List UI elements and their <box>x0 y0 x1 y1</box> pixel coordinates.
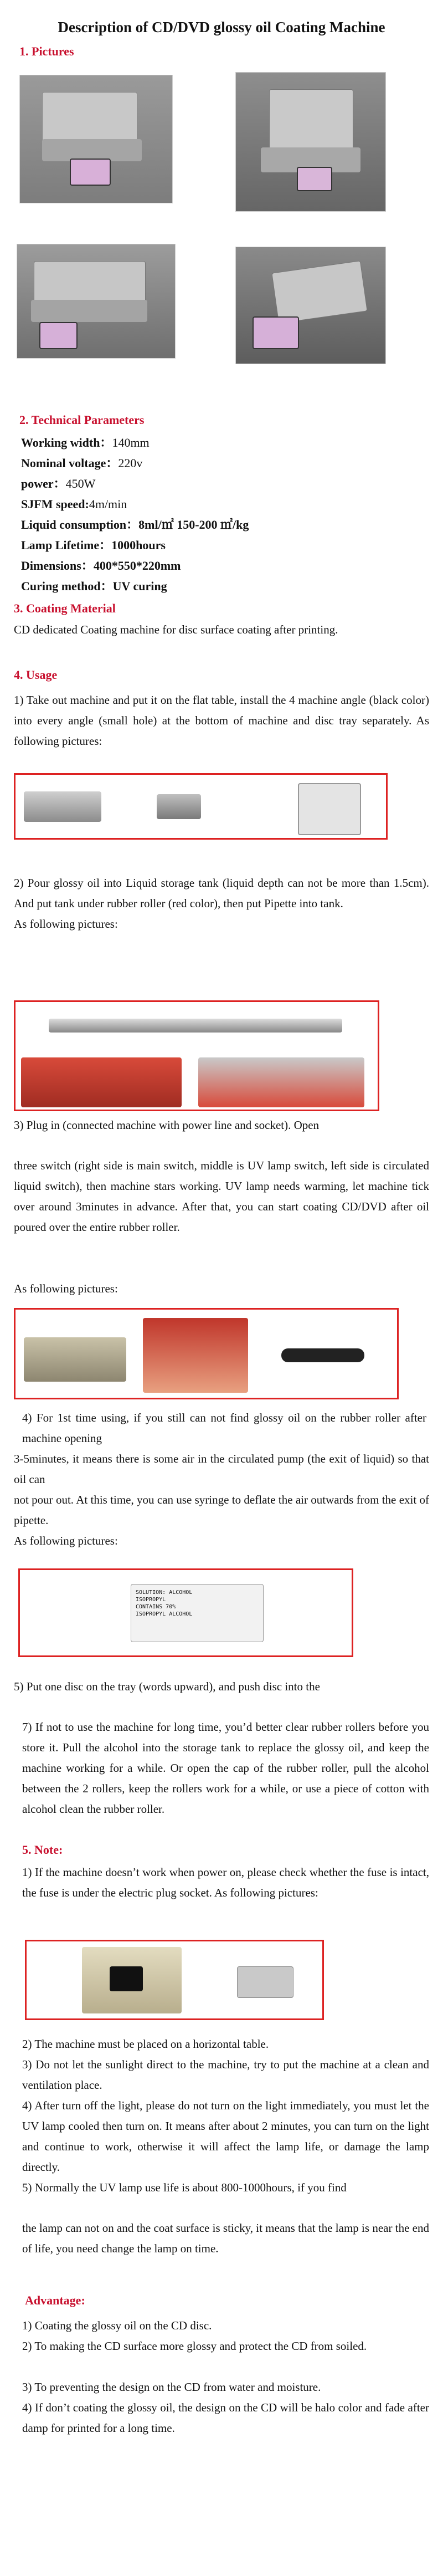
usage-step-4-line-3: not pour out. At this time, you can use syringe to deflate the air outwards from the exit of pipette. <box>14 1493 429 1527</box>
usage-heading: 4. Usage <box>14 668 58 682</box>
pictures-heading: 1. Pictures <box>19 44 74 58</box>
usage-step-4-following: As following pictures: <box>14 1534 118 1547</box>
step1-photos <box>14 773 388 840</box>
note-heading: 5. Note: <box>22 1843 63 1857</box>
step3-photos <box>14 1308 399 1399</box>
note-3: 3) Do not let the sunlight direct to the machine, try to put the machine at a clean and ventilation place. <box>22 2058 429 2092</box>
note-4: 4) After turn off the light, please do not turn on the light immediately, you must let the UV lamp cooled then turn on. It means after about 2 minutes, you can turn on the light and continue to work, otherwise it will affect the lamp life, or damage the lamp directly. <box>22 2099 429 2174</box>
note-2: 2) The machine must be placed on a horizontal table. <box>22 2037 269 2051</box>
machine-photo-4 <box>235 247 386 364</box>
tech-specs <box>21 432 249 596</box>
note-1: 1) If the machine doesn’t work when power on, please check whether the fuse is intact, the fuse is under the electric plug socket. As following pictures: <box>22 1865 429 1899</box>
coating-text: CD dedicated Coating machine for disc surface coating after printing. <box>14 623 338 636</box>
alcohol-bottle-label: SOLUTION: ALCOHOL ISOPROPYL CONTAINS 70% ISOPROPYL ALCOHOL <box>131 1584 264 1642</box>
usage-step-2: 2) Pour glossy oil into Liquid storage tank (liquid depth can not be more than 1.5cm). And put tank under rubber roller (red color), then put Pipette into tank. <box>14 876 429 910</box>
spec-row: Working width：140mm <box>21 436 150 449</box>
usage-step-4-line-1: 4) For 1st time using, if you still can not find glossy oil on the rubber roller after machine opening <box>22 1411 426 1445</box>
usage-step-3-line-1: 3) Plug in (connected machine with power line and socket). Open <box>14 1118 320 1132</box>
usage-step-7: 7) If not to use the machine for long time, you’d better clear rubber rollers before you store it. Pull the alcohol into the storage tank to replace the glossy oil, and keep the machine working for a while. Or open the cap of the rubber roller, pull the alcohol between the 2 rollers, keep the rollers work for a while, or use a piece of cotton with alcohol clean the rubber roller. <box>22 1720 429 1816</box>
note-5: 5) Normally the UV lamp use life is about 800-1000hours, if you find <box>22 2181 347 2194</box>
coating-heading: 3. Coating Material <box>14 601 116 615</box>
machine-photo-3 <box>17 244 176 359</box>
spec-row: Curing method：UV curing <box>21 579 167 593</box>
spec-row: Nominal voltage：220v <box>21 456 143 470</box>
spec-row: Liquid consumption：8ml/㎡ 150-200 ㎡/kg <box>21 518 249 531</box>
machine-photo-1 <box>19 75 173 203</box>
advantage-2: 2) To making the CD surface more glossy and protect the CD from soiled. <box>22 2339 367 2353</box>
usage-step-3-following: As following pictures: <box>14 1282 118 1295</box>
spec-row: Dimensions：400*550*220mm <box>21 559 181 573</box>
note-5-cont: the lamp can not on and the coat surface is sticky, it means that the lamp is near the end of life, you need change the lamp on time. <box>22 2221 429 2255</box>
usage-step-4-line-2: 3-5minutes, it means there is some air in the circulated pump (the exit of liquid) so that oil can <box>14 1452 429 1486</box>
advantage-heading: Advantage: <box>25 2293 85 2307</box>
advantage-4: 4) If don’t coating the glossy oil, the design on the CD will be halo color and fade after damp for printed for a long time. <box>22 2401 429 2435</box>
usage-step-1: 1) Take out machine and put it on the flat table, install the 4 machine angle (black color) into every angle (small hole) at the bottom of machine and disc tray separately. As following pictures: <box>14 693 429 748</box>
step2-photos <box>14 1000 379 1111</box>
step4-photos <box>18 1568 353 1657</box>
usage-step-2-following: As following pictures: <box>14 917 118 931</box>
spec-row: power：450W <box>21 477 96 490</box>
usage-step-3-text: three switch (right side is main switch, middle is UV lamp switch, left side is circulated liquid switch), then machine stars working. UV lamp needs warming, let machine tick over around 3minutes in advance. After that, you can start coating CD/DVD after oil poured over the entire rubber roller. <box>14 1159 429 1234</box>
tech-heading: 2. Technical Parameters <box>19 413 145 427</box>
spec-row: Lamp Lifetime：1000hours <box>21 538 166 552</box>
machine-photo-2 <box>235 72 386 212</box>
advantage-1: 1) Coating the glossy oil on the CD disc. <box>22 2319 212 2332</box>
fuse-photos <box>25 1940 324 2020</box>
usage-step-5: 5) Put one disc on the tray (words upward), and push disc into the <box>14 1680 320 1693</box>
advantage-3: 3) To preventing the design on the CD from water and moisture. <box>22 2380 321 2394</box>
page-title: Description of CD/DVD glossy oil Coating Machine <box>58 19 385 35</box>
spec-row: SJFM speed:4m/min <box>21 497 127 511</box>
